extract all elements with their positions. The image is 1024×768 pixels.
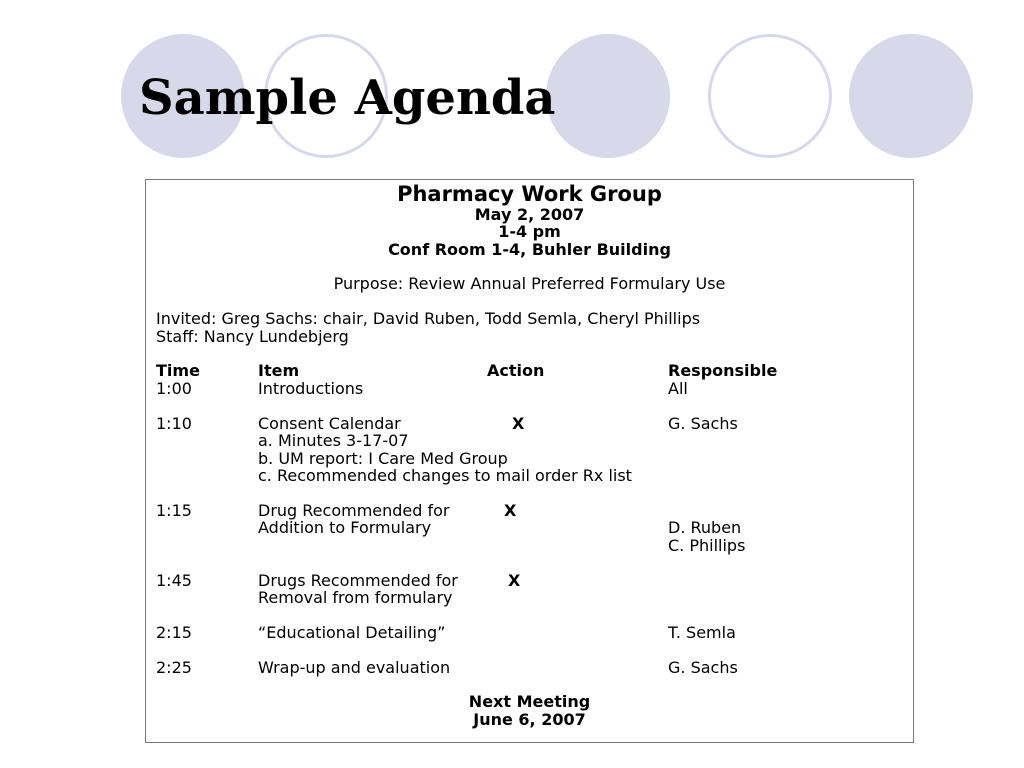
row-time: 2:25 xyxy=(156,658,192,677)
decorative-circle-outline xyxy=(708,34,832,158)
agenda-box xyxy=(145,179,914,743)
row-item: “Educational Detailing” xyxy=(258,623,446,642)
meeting-location: Conf Room 1-4, Buhler Building xyxy=(388,240,671,259)
invited-list: Invited: Greg Sachs: chair, David Ruben, Todd Semla, Cheryl Phillips xyxy=(156,309,701,328)
purpose: Purpose: Review Annual Preferred Formulary Use xyxy=(333,274,726,293)
col-header-action: Action xyxy=(487,361,545,380)
row-responsible: G. Sachs xyxy=(668,414,738,433)
col-header-item: Item xyxy=(258,361,300,380)
decorative-circle-filled xyxy=(849,34,973,158)
decorative-circle-filled xyxy=(546,34,670,158)
row-time: 1:10 xyxy=(156,414,192,433)
row-time: 2:15 xyxy=(156,623,192,642)
group-name: Pharmacy Work Group xyxy=(397,182,662,206)
row-responsible: G. Sachs xyxy=(668,658,738,677)
next-meeting-date: June 6, 2007 xyxy=(473,710,586,729)
row-responsible: D. Ruben xyxy=(668,518,742,537)
row-responsible: T. Semla xyxy=(668,623,736,642)
row-responsible: All xyxy=(668,379,688,398)
row-item-continued: Removal from formulary xyxy=(258,588,453,607)
col-header-time: Time xyxy=(156,361,200,380)
row-subitem: b. UM report: I Care Med Group xyxy=(258,449,508,468)
row-time: 1:45 xyxy=(156,571,192,590)
col-header-responsible: Responsible xyxy=(668,361,778,380)
row-item: Drugs Recommended for xyxy=(258,571,458,590)
row-action-mark: X xyxy=(504,501,517,520)
slide-title: Sample Agenda xyxy=(139,70,556,126)
row-action-mark: X xyxy=(512,414,525,433)
next-meeting-label: Next Meeting xyxy=(468,692,591,711)
row-time: 1:00 xyxy=(156,379,192,398)
row-responsible: C. Phillips xyxy=(668,536,746,555)
row-item: Wrap-up and evaluation xyxy=(258,658,451,677)
row-item: Drug Recommended for xyxy=(258,501,450,520)
row-item: Introductions xyxy=(258,379,364,398)
meeting-date: May 2, 2007 xyxy=(474,205,585,224)
row-action-mark: X xyxy=(508,571,521,590)
row-subitem: c. Recommended changes to mail order Rx list xyxy=(258,466,632,485)
staff-list: Staff: Nancy Lundebjerg xyxy=(156,327,349,346)
row-item: Consent Calendar xyxy=(258,414,401,433)
row-item-continued: Addition to Formulary xyxy=(258,518,432,537)
row-time: 1:15 xyxy=(156,501,192,520)
row-subitem: a. Minutes 3-17-07 xyxy=(258,431,409,450)
meeting-time: 1-4 pm xyxy=(498,222,561,241)
